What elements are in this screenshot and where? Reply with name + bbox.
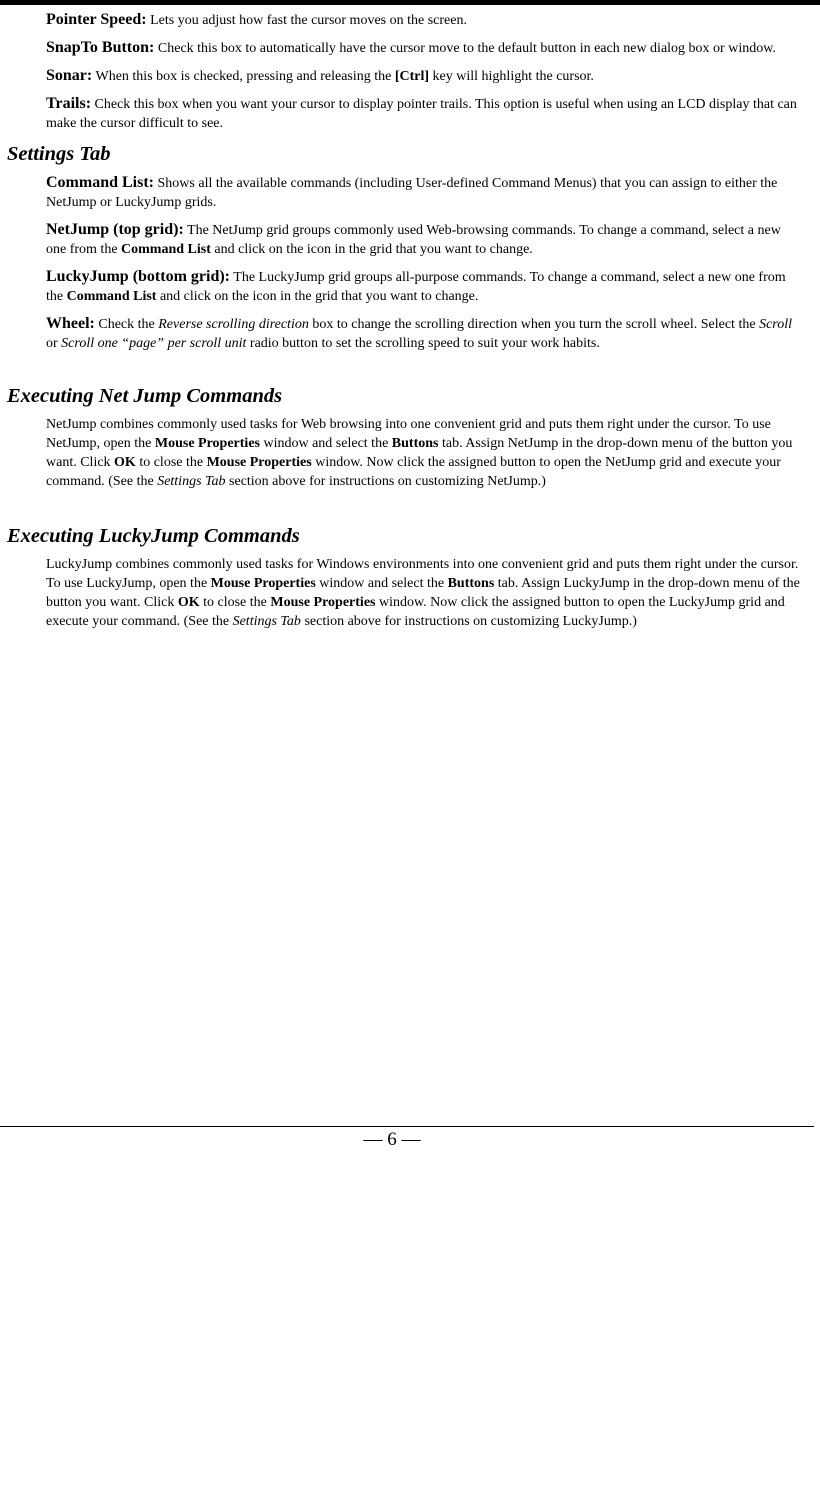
lucky-jump-buttons-bold: Buttons <box>447 576 495 591</box>
page-number: — 6 — <box>363 1129 421 1150</box>
net-jump-paragraph <box>46 415 808 491</box>
netjump-command-list-bold: Command List <box>121 242 211 257</box>
netjump-grid-text-after: and click on the icon in the grid that you want to change. <box>214 242 533 257</box>
lucky-jump-paragraph <box>46 555 808 631</box>
snapto-button-term: SnapTo Button: <box>46 39 155 56</box>
wheel-entry <box>46 314 800 353</box>
netjump-grid-entry <box>46 220 800 259</box>
sonar-text-before: When this box is checked, pressing and releasing the <box>95 69 392 84</box>
lucky-jump-text-5: window. Now click the assigned button to open the LuckyJump grid and execute your command. (See the <box>46 595 785 629</box>
wheel-text-3: or <box>46 336 58 351</box>
trails-entry <box>46 94 800 133</box>
lucky-jump-heading: Executing LuckyJump Commands <box>7 525 300 547</box>
luckyjump-grid-text-before: The LuckyJump grid groups all-purpose commands. To change a command, select a new one from the <box>46 270 786 304</box>
net-jump-text-3: tab. Assign NetJump in the drop-down menu of the button you want. Click <box>46 436 793 470</box>
luckyjump-grid-entry <box>46 267 800 306</box>
net-jump-ok-bold: OK <box>114 455 136 470</box>
net-jump-text-1: NetJump combines commonly used tasks for Web browsing into one convenient grid and puts them right under the cursor. To use NetJump, open the <box>46 417 771 451</box>
wheel-term: Wheel: <box>46 315 95 332</box>
lucky-jump-text-1: LuckyJump combines commonly used tasks for Windows environments into one convenient grid and puts them right under the cursor. To use LuckyJump, open the <box>46 557 799 591</box>
section-gap <box>0 499 820 523</box>
net-jump-text-4: to close the <box>139 455 204 470</box>
net-jump-settings-tab-ref: Settings Tab <box>157 474 226 489</box>
net-jump-mouse-properties-2: Mouse Properties <box>206 455 312 470</box>
trails-text: Check this box when you want your cursor to display pointer trails. This option is useful when using an LCD display that can make the cursor difficult to see. <box>46 97 797 131</box>
lucky-jump-settings-tab-ref: Settings Tab <box>232 614 301 629</box>
sonar-text-after: key will highlight the cursor. <box>432 69 594 84</box>
net-jump-buttons-bold: Buttons <box>391 436 439 451</box>
netjump-grid-text-before: The NetJump grid groups commonly used Web-browsing commands. To change a command, select a new one from the <box>46 223 781 257</box>
net-jump-text-2: window and select the <box>263 436 389 451</box>
command-list-term: Command List: <box>46 174 155 191</box>
lucky-jump-mouse-properties-2: Mouse Properties <box>270 595 376 610</box>
page-content <box>0 10 820 639</box>
pointer-speed-entry <box>46 10 800 30</box>
lucky-jump-mouse-properties-1: Mouse Properties <box>210 576 316 591</box>
command-list-entry <box>46 173 800 212</box>
ctrl-key-label: [Ctrl] <box>394 69 430 84</box>
scroll-one-page-label: Scroll one “page” per scroll unit <box>61 336 247 351</box>
luckyjump-grid-text-after: and click on the icon in the grid that you want to change. <box>159 289 479 304</box>
net-jump-text-5: window. Now click the assigned button to open the NetJump grid and execute your command. (See the <box>46 455 781 489</box>
lucky-jump-text-2: window and select the <box>319 576 445 591</box>
snapto-button-text: Check this box to automatically have the cursor move to the default button in each new dialog box or window. <box>157 41 776 56</box>
scroll-label: Scroll <box>759 317 792 332</box>
wheel-text-4: radio button to set the scrolling speed to suit your work habits. <box>249 336 600 351</box>
snapto-button-entry <box>46 38 800 58</box>
luckyjump-grid-term: LuckyJump (bottom grid): <box>46 268 231 285</box>
wheel-text-2: box to change the scrolling direction when you turn the scroll wheel. Select the <box>312 317 756 332</box>
luckyjump-command-list-bold: Command List <box>66 289 157 304</box>
wheel-text-1: Check the <box>98 317 155 332</box>
lucky-jump-ok-bold: OK <box>177 595 200 610</box>
trails-term: Trails: <box>46 95 92 112</box>
pointer-speed-text: Lets you adjust how fast the cursor moves on the screen. <box>150 13 467 28</box>
settings-tab-heading: Settings Tab <box>7 143 111 165</box>
top-rule <box>0 0 820 5</box>
sonar-entry <box>46 66 800 86</box>
section-gap <box>0 361 820 383</box>
lucky-jump-text-4: to close the <box>203 595 267 610</box>
net-jump-text-6: section above for instructions on customizing NetJump.) <box>229 474 546 489</box>
lucky-jump-text-6: section above for instructions on customizing LuckyJump.) <box>304 614 637 629</box>
reverse-scrolling-direction-label: Reverse scrolling direction <box>158 317 309 332</box>
net-jump-heading: Executing Net Jump Commands <box>7 385 283 407</box>
sonar-term: Sonar: <box>46 67 93 84</box>
command-list-text: Shows all the available commands (including User-defined Command Menus) that you can assign to either the NetJump or LuckyJump grids. <box>46 176 778 210</box>
pointer-speed-term: Pointer Speed: <box>46 11 147 28</box>
lucky-jump-text-3: tab. Assign LuckyJump in the drop-down menu of the button you want. Click <box>46 576 800 610</box>
net-jump-mouse-properties-1: Mouse Properties <box>154 436 260 451</box>
footer-rule <box>0 1126 814 1127</box>
netjump-grid-term: NetJump (top grid): <box>46 221 184 238</box>
